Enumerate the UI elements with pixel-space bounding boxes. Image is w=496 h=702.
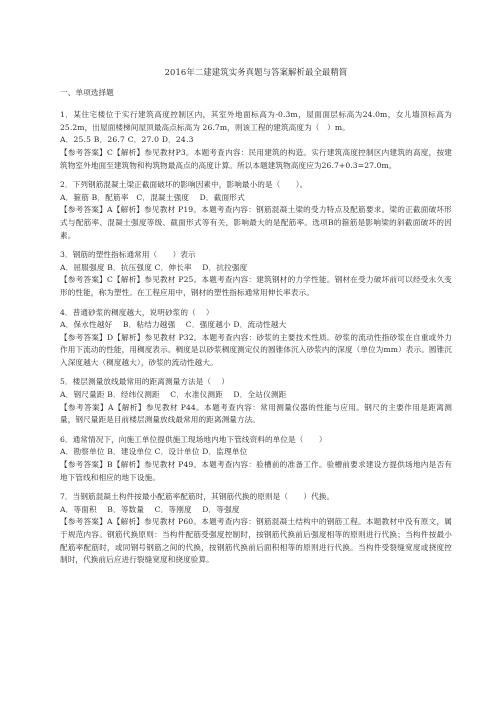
question-block <box>60 109 452 172</box>
question-answer: 【参考答案】B【解析】参见教材 P49。本题考查内容：验槽前的准备工作。验槽前要求建设方提供场地内是否有地下管线和相应的地下设施。 <box>60 460 452 482</box>
question-block <box>60 434 452 484</box>
question-block <box>60 491 452 567</box>
question-block <box>60 249 452 299</box>
question-options: A．箍筋 B．配筋率 C．混凝土强度 D．截面形式 <box>60 192 245 202</box>
document-title: 2016年二建建筑实务真题与答案解析最全最精简 <box>164 67 348 77</box>
question-answer: 【参考答案】C【解析】参见教材 P25。本题考查内容：建筑钢材的力学性能。钢材在受力破坏前可以经受永久变形的性能，称为塑性。在工程应用中，钢材的塑性指标通常用伸长率表示。 <box>60 275 452 297</box>
question-answer: 【参考答案】A【解析】参见教材 P19。本题考查内容：钢筋混凝土梁的受力特点及配筋要求。梁的正截面破坏形式与配筋率、混凝土强度等级、截面形式等有关，影响最大的是配筋率。选项B的箍筋是影响梁的斜截面破坏的因素。 <box>60 205 452 240</box>
question-stem: 7．当钢筋混凝土构件按最小配筋率配筋时，其钢筋代换的原则是（ ）代换。 <box>60 492 335 502</box>
question-options: A．等面积 B．等数量 C．等刚度 D．等强度 <box>60 504 240 514</box>
question-block <box>60 307 452 370</box>
question-options: A．屈服强度 B．抗压强度 C．伸长率 D．抗拉强度 <box>60 262 248 272</box>
question-options: A．勘察单位 B．建设单位 C．设计单位 D．监理单位 <box>60 447 248 457</box>
question-stem: 2．下列钢筋混凝土梁正截面破坏的影响因素中，影响最小的是（ ）。 <box>60 180 308 190</box>
question-stem: 1．某住宅楼位于实行建筑高度控制区内，其室外地面标高为-0.3m，屋面面层标高为24.0m，女儿墙顶标高为 25.2m，出屋面楼梯间屋顶最高点标高为 26.7m，则该工程的建筑高度为（ ）m。 <box>60 110 452 132</box>
section-heading: 一、单项选择题 <box>60 87 114 97</box>
question-answer: 【参考答案】D【解析】参见教材 P32。本题考查内容：砂浆的主要技术性质。砂浆的流动性指砂浆在自重或外力作用下流动的性能，用稠度表示。稠度是以砂浆稠度测定仪的圆锥体沉入砂浆内的深度（单位为mm）表示。圆锥沉入深度越大（稠度越大），砂浆的流动性越大。 <box>60 332 452 367</box>
question-options: A．25.5 B．26.7 C．27.0 D．24.3 <box>60 135 194 145</box>
question-answer: 【参考答案】A【解析】参见教材 P60。本题考查内容：钢筋混凝土结构中的钢筋工程。本题教材中没有原文，属于规范内容。钢筋代换原则：当构件配筋受强度控制时，按钢筋代换前后强度相等的原则进行代换；当构件按最小配筋率配筋时，或同钢号钢筋之间的代换，按钢筋代换前后面积相等的原则进行代换。当构件受裂缝宽度或挠度控制时，代换前后应进行裂缝宽度和挠度验算。 <box>60 517 452 565</box>
question-options: A．保水性越好 B．粘结力越强 C．强度越小 D．流动性越大 <box>60 320 287 330</box>
question-block <box>60 376 452 426</box>
question-stem: 5．楼层测量放线最常用的距离测量方法是（ ） <box>60 377 230 387</box>
question-stem: 4．普通砂浆的稠度越大，说明砂浆的（ ） <box>60 307 214 317</box>
question-answer: 【参考答案】A【解析】参见教材 P44。本题考查内容：常用测量仪器的性能与应用。钢尺的主要作用是距离测量，钢尺量距是目前楼层测量放线最常用的距离测量方法。 <box>60 402 452 425</box>
question-block <box>60 179 452 242</box>
question-options: A．钢尺量距 B．经纬仪测距 C．水准仪测距 D．全站仪测距 <box>60 390 287 400</box>
question-answer: 【参考答案】C【解析】参见教材P3。本题考查内容：民用建筑的构造。实行建筑高度控制区内建筑的高度，按建筑物室外地面至建筑物和构筑物最高点的高度计算。所以本题建筑物高度应为26.7+0.3=27.0m。 <box>60 147 452 170</box>
question-stem: 6．通常情况下，向施工单位提供施工现场地内地下管线资料的单位是（ ） <box>60 434 327 444</box>
question-stem: 3．钢筋的塑性指标通常用（ ）表示 <box>60 250 196 260</box>
